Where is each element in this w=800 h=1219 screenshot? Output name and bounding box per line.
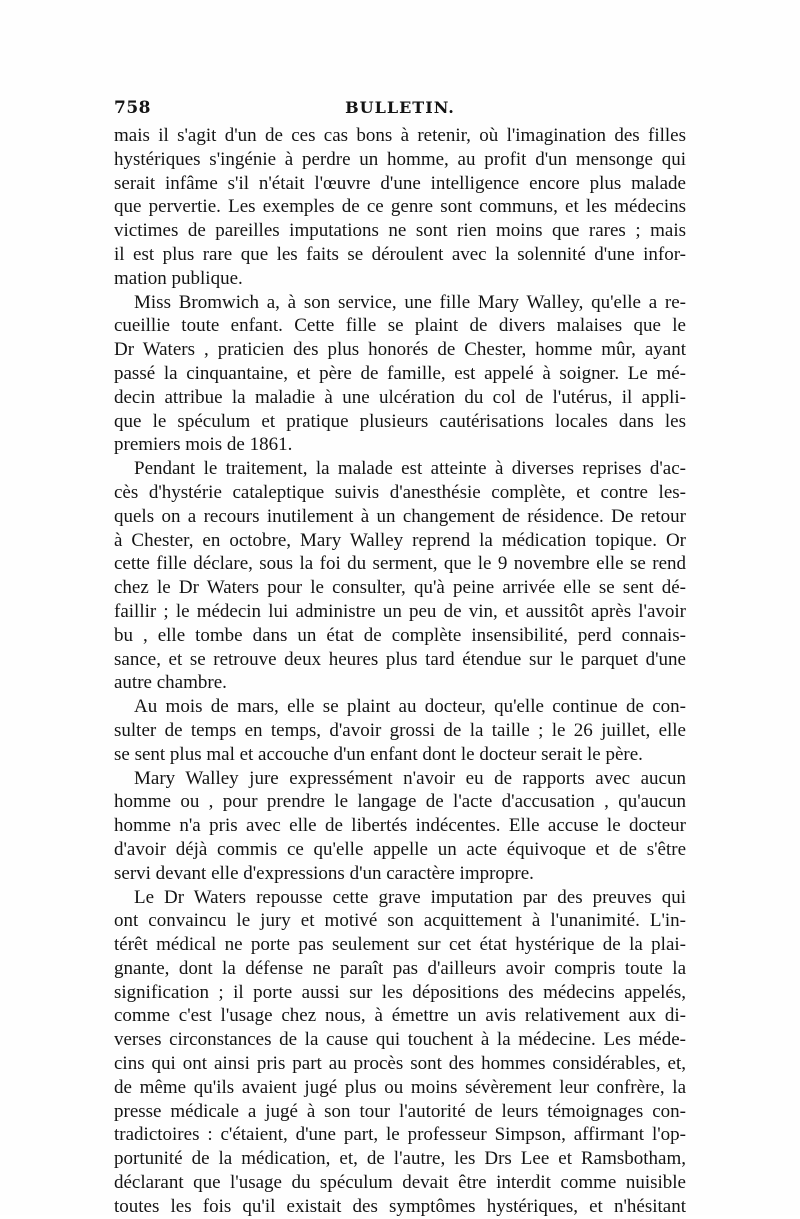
text-line: passé la cinquantaine, et père de famille, est appelé à soigner. Le mé-	[114, 362, 686, 384]
text-line: comme c'est l'usage chez nous, à émettre un avis relativement aux di-	[114, 1005, 686, 1027]
running-title: BULLETIN.	[345, 98, 455, 117]
text-line: faillir ; le médecin lui administre un peu de vin, et aussitôt après l'avoir	[114, 600, 686, 622]
paragraph	[114, 124, 686, 291]
text-line: Mary Walley jure expressément n'avoir eu de rapports avec aucun	[134, 767, 686, 789]
running-head	[114, 98, 686, 120]
text-line: premiers mois de 1861.	[114, 434, 293, 456]
text-line: sance, et se retrouve deux heures plus tard étendue sur le parquet d'une	[114, 648, 686, 670]
text-line: signification ; il porte aussi sur les dépositions des médecins appelés,	[114, 981, 686, 1003]
text-line: Miss Bromwich a, à son service, une fille Mary Walley, qu'elle a re-	[134, 291, 686, 313]
text-line: gnante, dont la défense ne paraît pas d'ailleurs avoir compris toute la	[114, 957, 686, 979]
text-line: homme ou , pour prendre le langage de l'acte d'accusation , qu'aucun	[114, 791, 686, 813]
text-line: déclarant que l'usage du spéculum devait être interdit comme nuisible	[114, 1172, 686, 1194]
text-line: que pervertie. Les exemples de ce genre sont communs, et les médecins	[114, 196, 686, 218]
page-number: 758	[114, 98, 151, 118]
text-line: sulter de temps en temps, d'avoir grossi de la taille ; le 26 juillet, elle	[114, 719, 686, 741]
text-line: serait infâme s'il n'était l'œuvre d'une intelligence encore plus malade	[114, 172, 686, 194]
text-line: bu , elle tombe dans un état de complète insensibilité, perd connais-	[114, 624, 686, 646]
text-line: tradictoires : c'étaient, d'une part, le professeur Simpson, affirmant l'op-	[114, 1124, 686, 1146]
text-line: Au mois de mars, elle se plaint au docteur, qu'elle continue de con-	[134, 696, 686, 718]
text-line: cès d'hystérie cataleptique suivis d'anesthésie complète, et contre les-	[114, 481, 686, 503]
text-line: presse médicale a jugé à son tour l'autorité de leurs témoignages con-	[114, 1100, 686, 1122]
text-line: toutes les fois qu'il existait des symptômes hystériques, et n'hésitant	[114, 1195, 686, 1217]
text-line: chez le Dr Waters pour le consulter, qu'à peine arrivée elle se sent dé-	[114, 577, 686, 599]
text-line: mais il s'agit d'un de ces cas bons à retenir, où l'imagination des filles	[114, 125, 686, 146]
text-line: cins qui ont ainsi pris part au procès sont des hommes considérables, et,	[114, 1053, 686, 1075]
text-line: se sent plus mal et accouche d'un enfant dont le docteur serait le père.	[114, 743, 643, 765]
text-line: ont convaincu le jury et motivé son acquittement à l'unanimité. L'in-	[114, 910, 686, 932]
text-line: servi devant elle d'expressions d'un caractère impropre.	[114, 862, 534, 884]
text-line: quels on a recours inutilement à un changement de résidence. De retour	[114, 505, 686, 527]
text-line: térêt médical ne porte pas seulement sur cet état hystérique de la plai-	[114, 934, 686, 956]
text-line: Le Dr Waters repousse cette grave imputation par des preuves qui	[134, 886, 686, 908]
text-line: portunité de la médication, et, de l'autre, les Drs Lee et Ramsbotham,	[114, 1148, 686, 1170]
paragraph	[114, 886, 686, 1219]
text-line: cueillie toute enfant. Cette fille se plaint de divers malaises que le	[114, 315, 686, 337]
text-line: d'avoir déjà commis ce qu'elle appelle un acte équivoque et de s'être	[114, 838, 686, 860]
paragraph	[114, 457, 686, 695]
paragraph	[114, 695, 686, 766]
text-line: verses circonstances de la cause qui touchent à la médecine. Les méde-	[114, 1029, 686, 1051]
text-line: que le spéculum et pratique plusieurs cautérisations locales dans les	[114, 410, 686, 432]
body-text	[114, 124, 686, 1219]
text-line: à Chester, en octobre, Mary Walley reprend la médication topique. Or	[114, 529, 686, 551]
text-line: victimes de pareilles imputations ne sont rien moins que rares ; mais	[114, 220, 686, 242]
text-line: Pendant le traitement, la malade est atteinte à diverses reprises d'ac-	[134, 458, 686, 480]
text-line: cette fille déclare, sous la foi du serment, que le 9 novembre elle se rend	[114, 553, 686, 575]
paragraph	[114, 767, 686, 886]
text-line: de même qu'ils avaient jugé plus ou moins sévèrement leur confrère, la	[114, 1076, 686, 1098]
text-line: Dr Waters , praticien des plus honorés de Chester, homme mûr, ayant	[114, 339, 686, 361]
text-line: il est plus rare que les faits se déroulent avec la solennité d'une infor-	[114, 243, 686, 265]
text-line: autre chambre.	[114, 672, 227, 694]
text-line: homme n'a pris avec elle de libertés indécentes. Elle accuse le docteur	[114, 815, 686, 837]
text-line: decin attribue la maladie à une ulcération du col de l'utérus, il appli-	[114, 386, 686, 408]
text-line: hystériques s'ingénie à perdre un homme, au profit d'un mensonge qui	[114, 148, 686, 170]
paragraph	[114, 291, 686, 458]
text-line: mation publique.	[114, 267, 243, 289]
